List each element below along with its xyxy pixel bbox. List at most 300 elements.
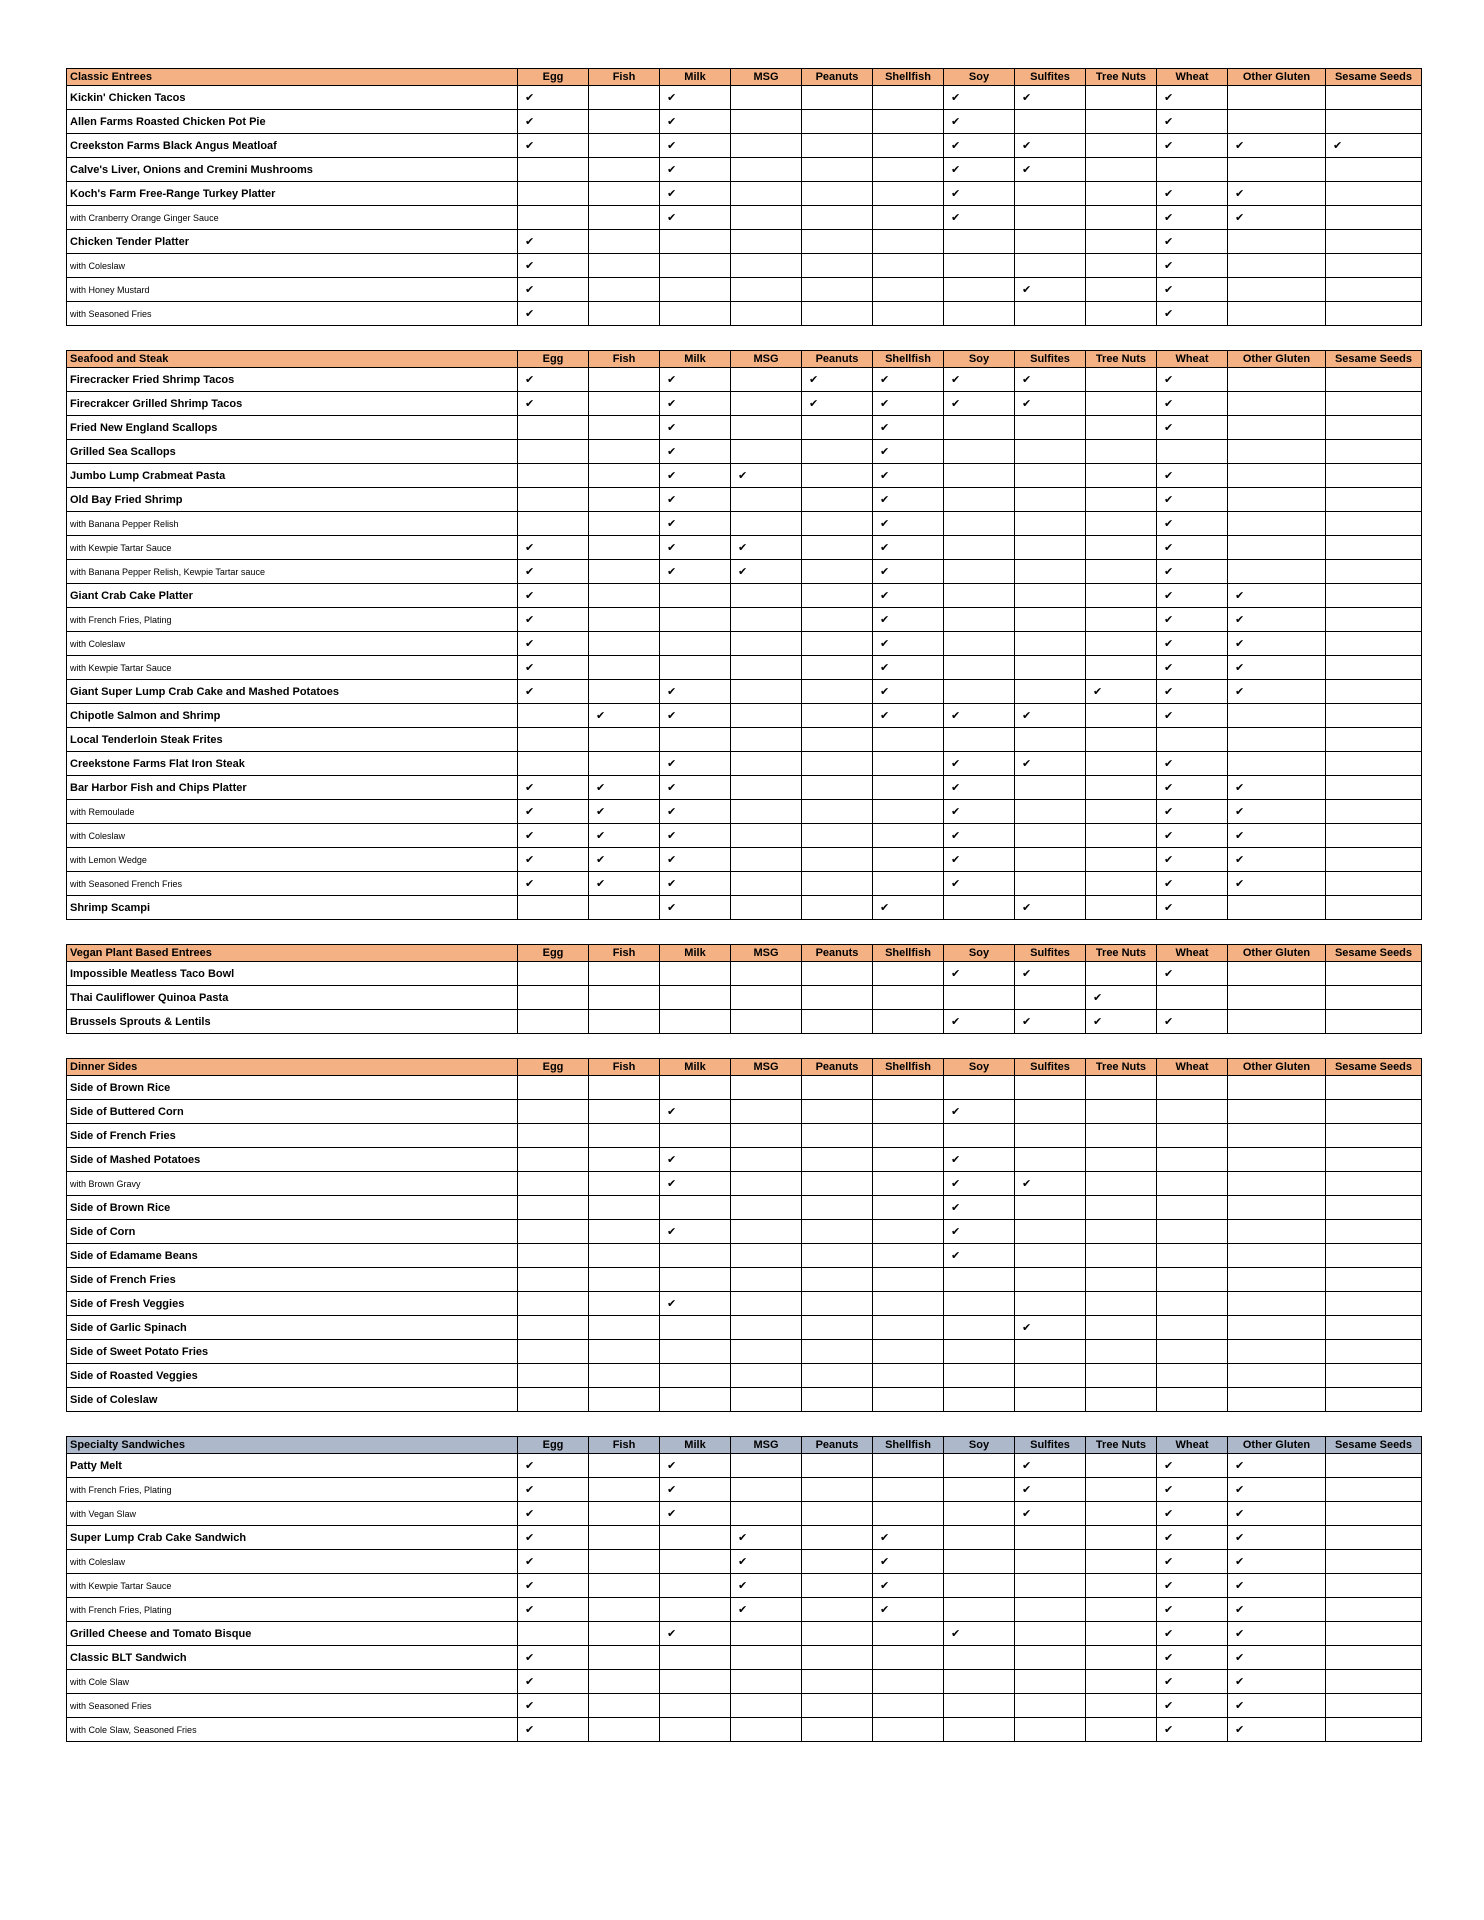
cell-other-gluten xyxy=(1228,536,1326,560)
table-row xyxy=(67,254,1422,278)
cell-wheat xyxy=(1157,680,1228,704)
cell-sesame-seeds xyxy=(1326,632,1422,656)
cell-sulfites xyxy=(1015,1574,1086,1598)
table-row xyxy=(67,728,1422,752)
cell-tree-nuts xyxy=(1086,392,1157,416)
cell-wheat xyxy=(1157,1694,1228,1718)
cell-shellfish xyxy=(873,1268,944,1292)
cell-milk xyxy=(660,1388,731,1412)
check-icon: ✔ xyxy=(880,1532,890,1544)
cell-other-gluten xyxy=(1228,1526,1326,1550)
check-icon: ✔ xyxy=(525,854,535,866)
check-icon: ✔ xyxy=(667,1226,677,1238)
cell-tree-nuts xyxy=(1086,1526,1157,1550)
cell-other-gluten xyxy=(1228,560,1326,584)
cell-fish xyxy=(589,656,660,680)
check-icon: ✔ xyxy=(1235,1604,1245,1616)
table-row xyxy=(67,986,1422,1010)
cell-shellfish xyxy=(873,1292,944,1316)
cell-tree-nuts xyxy=(1086,1292,1157,1316)
cell-tree-nuts xyxy=(1086,512,1157,536)
cell-shellfish xyxy=(873,632,944,656)
check-icon: ✔ xyxy=(525,1508,535,1520)
table-row xyxy=(67,1598,1422,1622)
cell-fish xyxy=(589,1388,660,1412)
cell-soy xyxy=(944,134,1015,158)
cell-sulfites xyxy=(1015,86,1086,110)
cell-soy xyxy=(944,560,1015,584)
cell-wheat xyxy=(1157,1574,1228,1598)
cell-egg xyxy=(518,392,589,416)
cell-msg xyxy=(731,1316,802,1340)
cell-sulfites xyxy=(1015,488,1086,512)
table-row xyxy=(67,1550,1422,1574)
cell-tree-nuts xyxy=(1086,86,1157,110)
cell-soy xyxy=(944,158,1015,182)
cell-soy xyxy=(944,488,1015,512)
cell-milk xyxy=(660,464,731,488)
cell-shellfish xyxy=(873,584,944,608)
cell-sulfites xyxy=(1015,464,1086,488)
table-row xyxy=(67,302,1422,326)
cell-soy xyxy=(944,1550,1015,1574)
cell-fish xyxy=(589,1550,660,1574)
check-icon: ✔ xyxy=(525,284,535,296)
table-row xyxy=(67,1340,1422,1364)
check-icon: ✔ xyxy=(1164,638,1174,650)
check-icon: ✔ xyxy=(880,710,890,722)
cell-egg xyxy=(518,1550,589,1574)
cell-wheat xyxy=(1157,1478,1228,1502)
cell-tree-nuts xyxy=(1086,278,1157,302)
cell-sulfites xyxy=(1015,1124,1086,1148)
cell-soy xyxy=(944,110,1015,134)
column-header-soy: Soy xyxy=(944,69,1015,86)
cell-milk xyxy=(660,302,731,326)
item-name: Super Lump Crab Cake Sandwich xyxy=(67,1526,518,1550)
check-icon: ✔ xyxy=(667,92,677,104)
table-row xyxy=(67,752,1422,776)
cell-tree-nuts xyxy=(1086,302,1157,326)
check-icon: ✔ xyxy=(1333,140,1343,152)
cell-sulfites xyxy=(1015,230,1086,254)
column-header-soy: Soy xyxy=(944,1059,1015,1076)
cell-egg xyxy=(518,1172,589,1196)
cell-msg xyxy=(731,302,802,326)
cell-other-gluten xyxy=(1228,1244,1326,1268)
check-icon: ✔ xyxy=(1235,854,1245,866)
cell-peanuts xyxy=(802,608,873,632)
check-icon: ✔ xyxy=(525,1700,535,1712)
cell-wheat xyxy=(1157,134,1228,158)
cell-sulfites xyxy=(1015,800,1086,824)
cell-other-gluten xyxy=(1228,800,1326,824)
cell-sulfites xyxy=(1015,608,1086,632)
table-row xyxy=(67,1196,1422,1220)
check-icon: ✔ xyxy=(1164,398,1174,410)
check-icon: ✔ xyxy=(1022,1460,1032,1472)
check-icon: ✔ xyxy=(880,1604,890,1616)
cell-sesame-seeds xyxy=(1326,1076,1422,1100)
column-header-other-gluten: Other Gluten xyxy=(1228,1437,1326,1454)
check-icon: ✔ xyxy=(1235,1508,1245,1520)
cell-fish xyxy=(589,680,660,704)
cell-peanuts xyxy=(802,1364,873,1388)
check-icon: ✔ xyxy=(1164,542,1174,554)
column-header-egg: Egg xyxy=(518,945,589,962)
cell-soy xyxy=(944,824,1015,848)
check-icon: ✔ xyxy=(1164,1628,1174,1640)
cell-sulfites xyxy=(1015,1316,1086,1340)
check-icon: ✔ xyxy=(667,116,677,128)
check-icon: ✔ xyxy=(667,686,677,698)
cell-sesame-seeds xyxy=(1326,1172,1422,1196)
check-icon: ✔ xyxy=(525,1460,535,1472)
table-row xyxy=(67,1454,1422,1478)
table-row xyxy=(67,1172,1422,1196)
cell-soy xyxy=(944,1598,1015,1622)
cell-msg xyxy=(731,134,802,158)
check-icon: ✔ xyxy=(1235,1484,1245,1496)
column-header-tree-nuts: Tree Nuts xyxy=(1086,1437,1157,1454)
cell-wheat xyxy=(1157,608,1228,632)
cell-milk xyxy=(660,368,731,392)
item-variant-name: with Kewpie Tartar Sauce xyxy=(67,536,518,560)
cell-tree-nuts xyxy=(1086,1340,1157,1364)
cell-peanuts xyxy=(802,1268,873,1292)
cell-fish xyxy=(589,1454,660,1478)
cell-milk xyxy=(660,632,731,656)
cell-fish xyxy=(589,230,660,254)
cell-msg xyxy=(731,1124,802,1148)
cell-wheat xyxy=(1157,110,1228,134)
item-name: Side of Roasted Veggies xyxy=(67,1364,518,1388)
cell-tree-nuts xyxy=(1086,416,1157,440)
cell-sulfites xyxy=(1015,416,1086,440)
cell-wheat xyxy=(1157,1526,1228,1550)
check-icon: ✔ xyxy=(596,854,606,866)
cell-wheat xyxy=(1157,704,1228,728)
item-name: Kickin' Chicken Tacos xyxy=(67,86,518,110)
cell-fish xyxy=(589,584,660,608)
cell-msg xyxy=(731,278,802,302)
table-row xyxy=(67,1694,1422,1718)
cell-peanuts xyxy=(802,1388,873,1412)
cell-egg xyxy=(518,776,589,800)
cell-wheat xyxy=(1157,962,1228,986)
check-icon: ✔ xyxy=(951,1178,961,1190)
cell-other-gluten xyxy=(1228,1478,1326,1502)
cell-other-gluten xyxy=(1228,206,1326,230)
cell-sesame-seeds xyxy=(1326,1454,1422,1478)
item-name: Side of Coleslaw xyxy=(67,1388,518,1412)
item-name: Thai Cauliflower Quinoa Pasta xyxy=(67,986,518,1010)
cell-shellfish xyxy=(873,800,944,824)
cell-milk xyxy=(660,776,731,800)
check-icon: ✔ xyxy=(880,638,890,650)
cell-shellfish xyxy=(873,488,944,512)
cell-milk xyxy=(660,656,731,680)
table-row xyxy=(67,1622,1422,1646)
cell-other-gluten xyxy=(1228,1622,1326,1646)
cell-soy xyxy=(944,1388,1015,1412)
check-icon: ✔ xyxy=(525,1604,535,1616)
cell-milk xyxy=(660,1076,731,1100)
section-header-row xyxy=(67,1059,1422,1076)
cell-sesame-seeds xyxy=(1326,986,1422,1010)
cell-wheat xyxy=(1157,182,1228,206)
cell-sesame-seeds xyxy=(1326,1574,1422,1598)
column-header-peanuts: Peanuts xyxy=(802,945,873,962)
check-icon: ✔ xyxy=(951,116,961,128)
cell-fish xyxy=(589,1670,660,1694)
section-title: Classic Entrees xyxy=(67,69,518,86)
cell-sesame-seeds xyxy=(1326,182,1422,206)
cell-shellfish xyxy=(873,704,944,728)
cell-other-gluten xyxy=(1228,986,1326,1010)
check-icon: ✔ xyxy=(525,308,535,320)
cell-shellfish xyxy=(873,680,944,704)
cell-other-gluten xyxy=(1228,1196,1326,1220)
cell-wheat xyxy=(1157,800,1228,824)
cell-tree-nuts xyxy=(1086,368,1157,392)
check-icon: ✔ xyxy=(1235,878,1245,890)
cell-egg xyxy=(518,608,589,632)
check-icon: ✔ xyxy=(880,686,890,698)
cell-other-gluten xyxy=(1228,158,1326,182)
cell-milk xyxy=(660,1124,731,1148)
cell-milk xyxy=(660,1268,731,1292)
cell-fish xyxy=(589,632,660,656)
check-icon: ✔ xyxy=(1164,1604,1174,1616)
cell-fish xyxy=(589,1244,660,1268)
item-name: Side of Garlic Spinach xyxy=(67,1316,518,1340)
cell-egg xyxy=(518,1148,589,1172)
check-icon: ✔ xyxy=(525,566,535,578)
cell-peanuts xyxy=(802,158,873,182)
section-table-classic-entrees xyxy=(66,68,1422,326)
cell-fish xyxy=(589,704,660,728)
cell-shellfish xyxy=(873,1364,944,1388)
cell-other-gluten xyxy=(1228,848,1326,872)
cell-tree-nuts xyxy=(1086,1364,1157,1388)
check-icon: ✔ xyxy=(667,398,677,410)
check-icon: ✔ xyxy=(667,566,677,578)
cell-msg xyxy=(731,1550,802,1574)
cell-soy xyxy=(944,1718,1015,1742)
cell-other-gluten xyxy=(1228,656,1326,680)
cell-msg xyxy=(731,1196,802,1220)
cell-milk xyxy=(660,1574,731,1598)
cell-shellfish xyxy=(873,1076,944,1100)
cell-shellfish xyxy=(873,134,944,158)
column-header-egg: Egg xyxy=(518,1437,589,1454)
cell-soy xyxy=(944,1622,1015,1646)
check-icon: ✔ xyxy=(1164,686,1174,698)
cell-egg xyxy=(518,656,589,680)
cell-egg xyxy=(518,1574,589,1598)
check-icon: ✔ xyxy=(1235,782,1245,794)
check-icon: ✔ xyxy=(1164,1556,1174,1568)
cell-sulfites xyxy=(1015,1148,1086,1172)
item-variant-name: with Cole Slaw, Seasoned Fries xyxy=(67,1718,518,1742)
cell-tree-nuts xyxy=(1086,230,1157,254)
item-variant-name: with French Fries, Plating xyxy=(67,608,518,632)
cell-other-gluten xyxy=(1228,608,1326,632)
cell-tree-nuts xyxy=(1086,1268,1157,1292)
cell-shellfish xyxy=(873,302,944,326)
cell-sesame-seeds xyxy=(1326,86,1422,110)
cell-peanuts xyxy=(802,824,873,848)
cell-shellfish xyxy=(873,1010,944,1034)
table-row xyxy=(67,86,1422,110)
cell-milk xyxy=(660,182,731,206)
cell-egg xyxy=(518,278,589,302)
cell-egg xyxy=(518,1100,589,1124)
cell-milk xyxy=(660,1172,731,1196)
check-icon: ✔ xyxy=(667,1508,677,1520)
check-icon: ✔ xyxy=(951,710,961,722)
cell-msg xyxy=(731,800,802,824)
cell-egg xyxy=(518,1670,589,1694)
cell-soy xyxy=(944,230,1015,254)
table-row xyxy=(67,962,1422,986)
cell-msg xyxy=(731,512,802,536)
cell-egg xyxy=(518,800,589,824)
cell-tree-nuts xyxy=(1086,1622,1157,1646)
cell-tree-nuts xyxy=(1086,986,1157,1010)
cell-fish xyxy=(589,134,660,158)
cell-egg xyxy=(518,1478,589,1502)
column-header-tree-nuts: Tree Nuts xyxy=(1086,1059,1157,1076)
cell-sulfites xyxy=(1015,1076,1086,1100)
cell-peanuts xyxy=(802,1478,873,1502)
cell-tree-nuts xyxy=(1086,1244,1157,1268)
cell-tree-nuts xyxy=(1086,1718,1157,1742)
column-header-other-gluten: Other Gluten xyxy=(1228,945,1326,962)
cell-soy xyxy=(944,1646,1015,1670)
table-row xyxy=(67,368,1422,392)
cell-sesame-seeds xyxy=(1326,278,1422,302)
check-icon: ✔ xyxy=(1164,830,1174,842)
cell-soy xyxy=(944,368,1015,392)
cell-soy xyxy=(944,1478,1015,1502)
item-name: Giant Crab Cake Platter xyxy=(67,584,518,608)
check-icon: ✔ xyxy=(525,140,535,152)
cell-msg xyxy=(731,560,802,584)
cell-msg xyxy=(731,1340,802,1364)
cell-msg xyxy=(731,1622,802,1646)
cell-fish xyxy=(589,986,660,1010)
cell-egg xyxy=(518,368,589,392)
check-icon: ✔ xyxy=(738,1532,748,1544)
cell-milk xyxy=(660,416,731,440)
cell-sulfites xyxy=(1015,1244,1086,1268)
cell-other-gluten xyxy=(1228,1502,1326,1526)
cell-wheat xyxy=(1157,1196,1228,1220)
check-icon: ✔ xyxy=(1235,662,1245,674)
cell-milk xyxy=(660,1100,731,1124)
cell-milk xyxy=(660,392,731,416)
table-row xyxy=(67,440,1422,464)
cell-wheat xyxy=(1157,848,1228,872)
cell-peanuts xyxy=(802,704,873,728)
cell-soy xyxy=(944,1220,1015,1244)
check-icon: ✔ xyxy=(525,830,535,842)
cell-tree-nuts xyxy=(1086,206,1157,230)
cell-soy xyxy=(944,680,1015,704)
check-icon: ✔ xyxy=(809,374,819,386)
cell-sulfites xyxy=(1015,1340,1086,1364)
cell-other-gluten xyxy=(1228,1598,1326,1622)
cell-fish xyxy=(589,1694,660,1718)
check-icon: ✔ xyxy=(1022,1016,1032,1028)
item-name: Old Bay Fried Shrimp xyxy=(67,488,518,512)
item-name: Grilled Cheese and Tomato Bisque xyxy=(67,1622,518,1646)
cell-fish xyxy=(589,278,660,302)
table-row xyxy=(67,1526,1422,1550)
cell-tree-nuts xyxy=(1086,1010,1157,1034)
cell-tree-nuts xyxy=(1086,1100,1157,1124)
cell-sulfites xyxy=(1015,1388,1086,1412)
check-icon: ✔ xyxy=(667,710,677,722)
cell-msg xyxy=(731,1172,802,1196)
cell-tree-nuts xyxy=(1086,776,1157,800)
check-icon: ✔ xyxy=(951,1154,961,1166)
cell-msg xyxy=(731,848,802,872)
cell-msg xyxy=(731,464,802,488)
column-header-soy: Soy xyxy=(944,945,1015,962)
cell-fish xyxy=(589,1220,660,1244)
check-icon: ✔ xyxy=(951,1202,961,1214)
cell-fish xyxy=(589,254,660,278)
item-variant-name: with Kewpie Tartar Sauce xyxy=(67,656,518,680)
check-icon: ✔ xyxy=(1235,140,1245,152)
cell-other-gluten xyxy=(1228,776,1326,800)
cell-milk xyxy=(660,1316,731,1340)
cell-sulfites xyxy=(1015,302,1086,326)
item-name: Chicken Tender Platter xyxy=(67,230,518,254)
cell-wheat xyxy=(1157,1718,1228,1742)
cell-shellfish xyxy=(873,440,944,464)
check-icon: ✔ xyxy=(1164,1484,1174,1496)
check-icon: ✔ xyxy=(1164,518,1174,530)
cell-peanuts xyxy=(802,1196,873,1220)
column-header-sesame-seeds: Sesame Seeds xyxy=(1326,945,1422,962)
cell-sesame-seeds xyxy=(1326,1244,1422,1268)
cell-sulfites xyxy=(1015,728,1086,752)
cell-egg xyxy=(518,488,589,512)
check-icon: ✔ xyxy=(1235,1628,1245,1640)
cell-shellfish xyxy=(873,1220,944,1244)
cell-peanuts xyxy=(802,392,873,416)
check-icon: ✔ xyxy=(1164,1652,1174,1664)
check-icon: ✔ xyxy=(1164,1580,1174,1592)
cell-other-gluten xyxy=(1228,1076,1326,1100)
check-icon: ✔ xyxy=(1164,260,1174,272)
cell-soy xyxy=(944,776,1015,800)
cell-sesame-seeds xyxy=(1326,680,1422,704)
column-header-other-gluten: Other Gluten xyxy=(1228,1059,1326,1076)
cell-sulfites xyxy=(1015,1646,1086,1670)
check-icon: ✔ xyxy=(525,806,535,818)
cell-soy xyxy=(944,182,1015,206)
cell-shellfish xyxy=(873,1454,944,1478)
cell-shellfish xyxy=(873,1172,944,1196)
cell-tree-nuts xyxy=(1086,872,1157,896)
cell-milk xyxy=(660,1646,731,1670)
cell-msg xyxy=(731,1718,802,1742)
